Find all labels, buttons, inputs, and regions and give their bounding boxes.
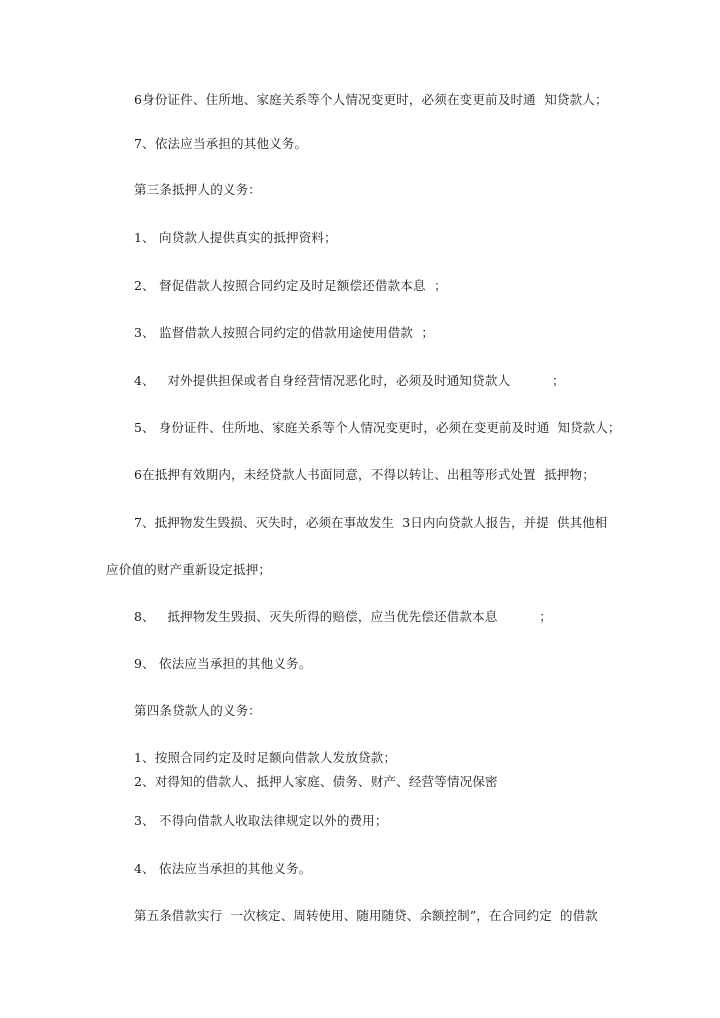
- paragraph-mortgagor-obligation-1: 1、 向贷款人提供真实的抵押资料；: [134, 230, 337, 245]
- paragraph-borrower-obligation-7: 7、依法应当承担的其他义务。: [134, 136, 308, 151]
- heading-article-3-mortgagor-obligations: 第三条抵押人的义务：: [134, 182, 262, 197]
- paragraph-mortgagor-obligation-2: 2、 督促借款人按照合同约定及时足额偿还借款本息 ；: [134, 278, 447, 293]
- paragraph-borrower-obligation-6: 6身份证件、住所地、家庭关系等个人情况变更时，必须在变更前及时通 知贷款人；: [134, 92, 608, 107]
- paragraph-mortgagor-obligation-4: 4、 对外提供担保或者自身经营情况恶化时，必须及时通知贷款人 ；: [134, 373, 565, 388]
- paragraph-lender-obligation-4: 4、 依法应当承担的其他义务。: [134, 861, 312, 876]
- paragraph-mortgagor-obligation-3: 3、 监督借款人按照合同约定的借款用途使用借款 ；: [134, 325, 435, 340]
- paragraph-lender-obligation-3: 3、 不得向借款人收取法律规定以外的费用；: [134, 813, 388, 828]
- heading-article-4-lender-obligations: 第四条贷款人的义务：: [134, 703, 262, 718]
- paragraph-mortgagor-obligation-7: 7、抵押物发生毁损、灭失时，必须在事故发生 3日内向贷款人报告，并提 供其他相: [134, 515, 608, 530]
- paragraph-mortgagor-obligation-7-continued: 应价值的财产重新设定抵押；: [106, 562, 272, 577]
- paragraph-lender-obligation-1: 1、按照合同约定及时足额向借款人发放贷款；: [134, 750, 397, 765]
- paragraph-mortgagor-obligation-9: 9、 依法应当承担的其他义务。: [134, 656, 312, 671]
- paragraph-mortgagor-obligation-8: 8、 抵押物发生毁损、灭失所得的赔偿，应当优先偿还借款本息 ；: [134, 609, 553, 624]
- heading-article-5-loan-terms: 第五条借款实行 一次核定、周转使用、随用随贷、余额控制”，在合同约定 的借款: [134, 908, 598, 923]
- paragraph-mortgagor-obligation-6: 6在抵押有效期内，未经贷款人书面同意，不得以转让、出租等形式处置 抵押物；: [134, 467, 596, 482]
- paragraph-mortgagor-obligation-5: 5、 身份证件、住所地、家庭关系等个人情况变更时，必须在变更前及时通 知贷款人；: [134, 420, 621, 435]
- paragraph-lender-obligation-2: 2、对得知的借款人、抵押人家庭、债务、财产、经营等情况保密: [134, 774, 498, 789]
